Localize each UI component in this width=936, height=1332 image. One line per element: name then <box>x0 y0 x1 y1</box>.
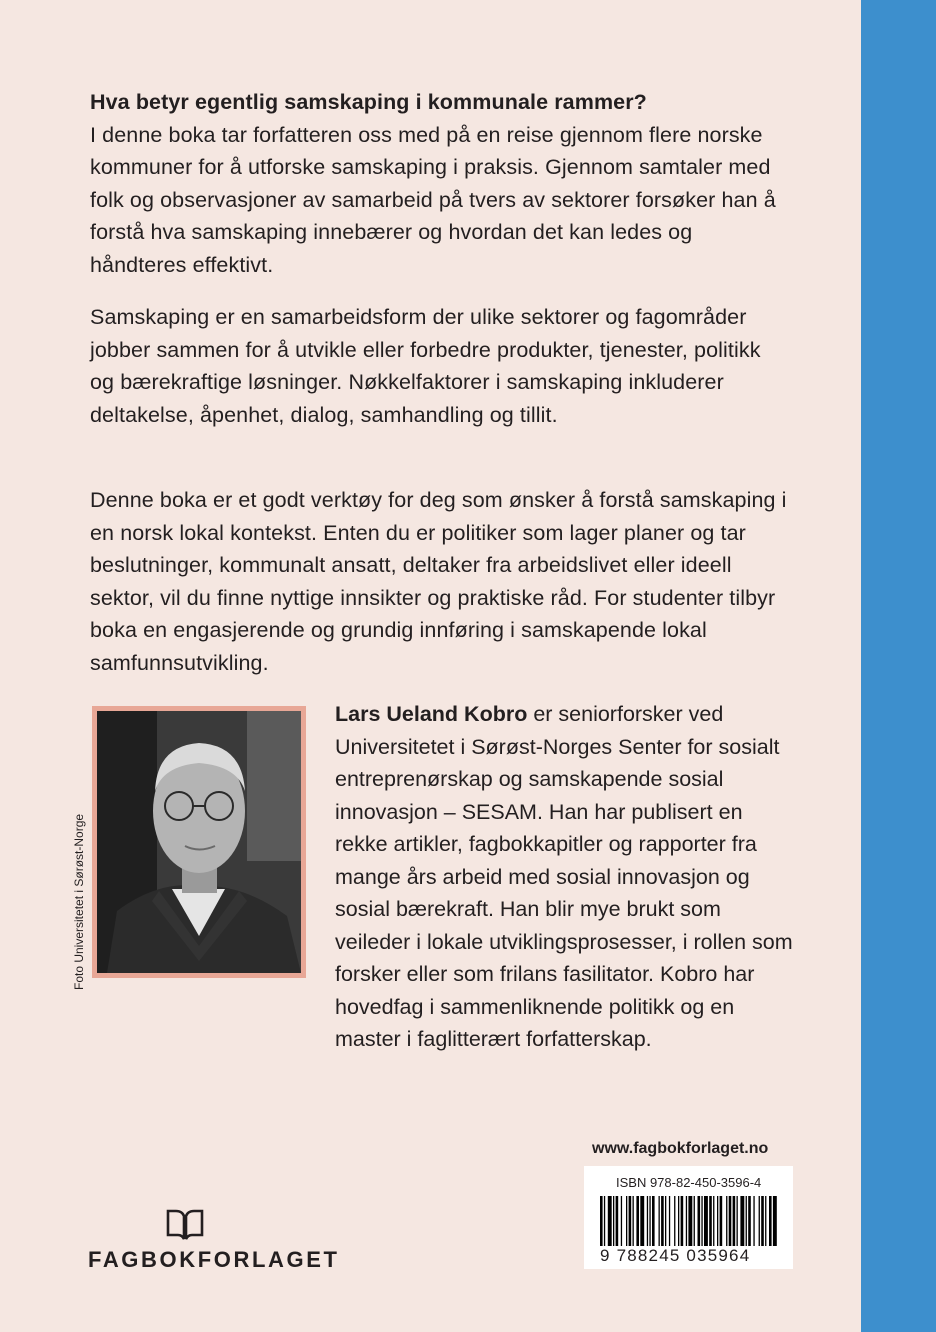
barcode-bar <box>652 1196 655 1246</box>
barcode-bar <box>669 1196 670 1246</box>
barcode-bar <box>608 1196 612 1246</box>
barcode-bar <box>698 1196 701 1246</box>
barcode-bar <box>701 1196 702 1246</box>
paragraph-2-text: Samskaping er en samarbeidsform der ulike sektorer og fagområder jobber sammen for å utvikle eller forbedre produkter, tjenester, politikk og bærekraftige løsninger. Nøkkelfaktorer i samskaping inkluderer deltakelse, åpenhet, dialog, samhandling og tillit. <box>90 305 761 427</box>
barcode-bar <box>688 1196 692 1246</box>
barcode-bar <box>629 1196 632 1246</box>
paragraph-3-text: Denne boka er et godt verktøy for deg som ønsker å forstå samskaping i en norsk lokal kontekst. Enten du er politiker som lager planer og tar beslutninger, kommunalt ansatt, deltaker fra arbeidslivet eller ideell sektor, vil du finne nyttige innsikter og praktiske råd. For studenter tilbyr boka en engasjerende og grundig innføring i samskapende lokal samfunnsutvikling. <box>90 488 787 675</box>
barcode-bar <box>704 1196 708 1246</box>
barcode-bar <box>726 1196 727 1246</box>
barcode-bar <box>674 1196 675 1246</box>
barcode-bar <box>633 1196 634 1246</box>
barcode-bar <box>636 1196 639 1246</box>
barcode-bar <box>746 1196 747 1246</box>
book-icon <box>165 1208 205 1240</box>
author-name: Lars Ueland Kobro <box>335 702 528 726</box>
barcode-bar <box>678 1196 679 1246</box>
barcode-bar <box>665 1196 666 1246</box>
barcode-bar <box>737 1196 738 1246</box>
barcode-bar <box>720 1196 723 1246</box>
barcode-bar <box>616 1196 619 1246</box>
barcode-bars <box>596 1196 782 1246</box>
author-photo <box>97 711 301 973</box>
barcode-bar <box>733 1196 736 1246</box>
publisher-url[interactable]: www.fagbokforlaget.no <box>592 1140 769 1157</box>
barcode-bar <box>759 1196 760 1246</box>
barcode-bar <box>748 1196 751 1246</box>
barcode-bar <box>613 1196 614 1246</box>
barcode-bar <box>604 1196 605 1246</box>
description-paragraph-1 <box>90 86 790 281</box>
barcode-bar <box>694 1196 695 1246</box>
barcode-bar <box>769 1196 772 1246</box>
description-paragraph-2 <box>90 301 790 431</box>
barcode-bar <box>661 1196 664 1246</box>
barcode-bar <box>626 1196 627 1246</box>
barcode-bar <box>709 1196 712 1246</box>
barcode-bar <box>765 1196 766 1246</box>
barcode-bar <box>740 1196 744 1246</box>
photo-credit: Foto Universitetet i Sørøst-Norge <box>72 813 86 990</box>
barcode-bar <box>713 1196 714 1246</box>
barcode-bar <box>649 1196 650 1246</box>
barcode-bar <box>600 1196 603 1246</box>
barcode-bar <box>761 1196 764 1246</box>
lead-question: Hva betyr egentlig samskaping i kommunale rammer? <box>90 90 647 114</box>
barcode-bar <box>647 1196 648 1246</box>
barcode-bar <box>729 1196 732 1246</box>
barcode-bar <box>717 1196 718 1246</box>
description-paragraph-3 <box>90 484 790 679</box>
author-bio <box>335 698 795 1056</box>
barcode-digits: 9 788245 035964 <box>600 1246 751 1265</box>
author-photo-frame <box>92 706 306 978</box>
author-bio-text: er seniorforsker ved Universitetet i Sørøst-Norges Senter for sosialt entreprenørskap og samskapende sosial innovasjon – SESAM. Han har publisert en rekke artikler, fagbokkapitler og rapporter fra mange års arbeid med sosial innovasjon og sosial bærekraft. Han blir mye brukt som veileder i lokale utviklingsprosesser, i rollen som forsker eller som frilans fasilitator. Kobro har hovedfag i sammenliknende politikk og en master i faglitterært forfatterskap. <box>335 702 793 1051</box>
book-spine <box>861 0 936 1332</box>
barcode-bar <box>659 1196 660 1246</box>
isbn-label: ISBN 978-82-450-3596-4 <box>616 1175 762 1190</box>
barcode-bar <box>621 1196 622 1246</box>
barcode-bar <box>753 1196 754 1246</box>
barcode-bar <box>681 1196 684 1246</box>
paragraph-1-text: I denne boka tar forfatteren oss med på en reise gjennom flere norske kommuner for å utforske samskaping i praksis. Gjennom samtaler med folk og observasjoner av samarbeid på tvers av sektorer forsøker han å forstå hva samskaping innebærer og hvordan det kan ledes og håndteres effektivt. <box>90 122 776 277</box>
barcode-bar <box>773 1196 777 1246</box>
barcode-bar <box>640 1196 644 1246</box>
barcode-bar <box>686 1196 687 1246</box>
publisher-logo-text: FAGBOKFORLAGET <box>88 1247 340 1272</box>
